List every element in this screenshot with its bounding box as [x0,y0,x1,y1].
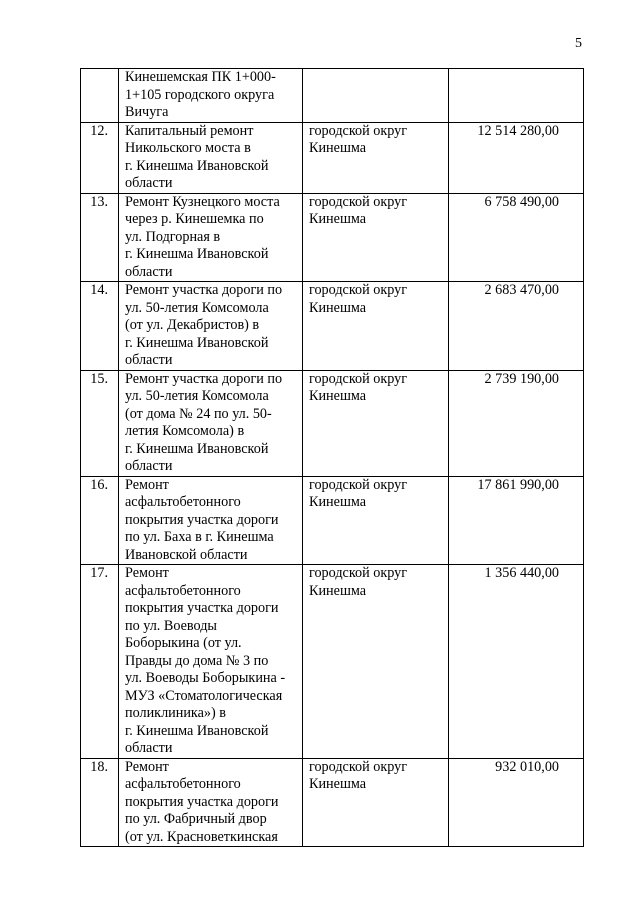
row-number: 18. [81,758,119,847]
work-name: Кинешемская ПК 1+000- 1+105 городского округа Вичуга [119,69,303,123]
table-row [81,758,584,847]
amount: 17 861 990,00 [449,476,584,565]
work-name: Ремонт Кузнецкого моста через р. Кинешемка по ул. Подгорная в г. Кинешма Ивановской области [119,193,303,282]
row-number: 13. [81,193,119,282]
amount: 12 514 280,00 [449,122,584,193]
amount: 2 683 470,00 [449,282,584,371]
page-number: 5 [575,36,582,51]
works-table [80,68,584,847]
amount: 932 010,00 [449,758,584,847]
work-name: Капитальный ремонт Никольского моста в г. Кинешма Ивановской области [119,122,303,193]
municipality: городской округ Кинешма [303,758,449,847]
municipality: городской округ Кинешма [303,565,449,759]
row-number: 15. [81,370,119,476]
work-name: Ремонт асфальтобетонного покрытия участка дороги по ул. Воеводы Боборыкина (от ул. Правды до дома № 3 по ул. Воеводы Боборыкина - МУЗ «Стоматологическая поликлиника») в г. Кинешма Ивановской области [119,565,303,759]
row-number: 14. [81,282,119,371]
municipality: городской округ Кинешма [303,122,449,193]
work-name: Ремонт участка дороги по ул. 50-летия Комсомола (от дома № 24 по ул. 50- летия Комсомола) в г. Кинешма Ивановской области [119,370,303,476]
amount: 2 739 190,00 [449,370,584,476]
table-row [81,370,584,476]
municipality [303,69,449,123]
table-row [81,565,584,759]
table-row [81,69,584,123]
amount: 1 356 440,00 [449,565,584,759]
table-row [81,122,584,193]
municipality: городской округ Кинешма [303,193,449,282]
row-number: 12. [81,122,119,193]
work-name: Ремонт асфальтобетонного покрытия участка дороги по ул. Баха в г. Кинешма Ивановской области [119,476,303,565]
amount [449,69,584,123]
row-number: 16. [81,476,119,565]
work-name: Ремонт участка дороги по ул. 50-летия Комсомола (от ул. Декабристов) в г. Кинешма Ивановской области [119,282,303,371]
work-name: Ремонт асфальтобетонного покрытия участка дороги по ул. Фабричный двор (от ул. Красноветкинская [119,758,303,847]
table-row [81,193,584,282]
row-number [81,69,119,123]
table-row [81,476,584,565]
table-row [81,282,584,371]
row-number: 17. [81,565,119,759]
municipality: городской округ Кинешма [303,476,449,565]
municipality: городской округ Кинешма [303,282,449,371]
amount: 6 758 490,00 [449,193,584,282]
municipality: городской округ Кинешма [303,370,449,476]
